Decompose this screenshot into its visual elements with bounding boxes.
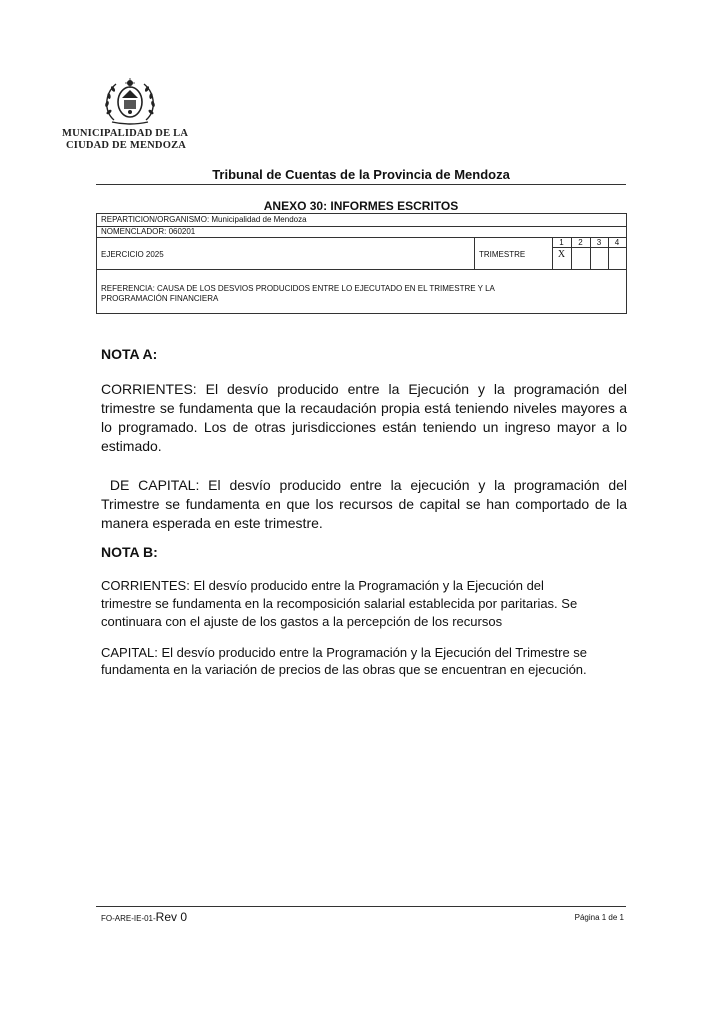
referencia-line-1: REFERENCIA: CAUSA DE LOS DESVIOS PRODUCIDOS ENTRE LO EJECUTADO EN EL TRIMESTRE Y LA xyxy=(101,284,495,293)
form-code: FO-ARE-IE-01- xyxy=(101,914,156,923)
form-divider xyxy=(97,237,626,238)
ejercicio-field: EJERCICIO 2025 xyxy=(101,250,164,259)
referencia-line-2: PROGRAMACIÓN FINANCIERA xyxy=(101,294,219,303)
nota-b-corrientes-line-1: CORRIENTES: El desvío producido entre la Programación y la Ejecución del xyxy=(101,578,544,593)
logo-line-1: MUNICIPALIDAD DE LA xyxy=(62,128,189,139)
trimestre-label: TRIMESTRE xyxy=(479,250,526,259)
tribunal-title: Tribunal de Cuentas de la Provincia de Mendoza xyxy=(212,167,510,182)
page-number: Página 1 de 1 xyxy=(574,913,624,922)
quarter-4-header: 4 xyxy=(614,238,620,247)
nota-b-corrientes-line-3: continuara con el ajuste de los gastos a la percepción de los recursos xyxy=(101,614,503,629)
quarter-1-header: 1 xyxy=(559,238,564,247)
nomenclador-field: NOMENCLADOR: 060201 xyxy=(101,227,196,236)
reparticion-field: REPARTICION/ORGANISMO: Municipalidad de Mendoza xyxy=(101,215,307,224)
nota-a-corrientes: CORRIENTES: El desvío producido entre la Ejecución y la programación del trimestre se fundamenta que la recaudación propia está teniendo niveles mayores a lo programado. Los de otras jurisdicciones están teniendo un ingreso mayor a lo estimado. xyxy=(101,381,627,454)
nota-a-heading: NOTA A: xyxy=(101,346,158,362)
form-divider xyxy=(97,269,626,270)
header-divider xyxy=(96,184,626,185)
revision-label: Rev 0 xyxy=(155,910,188,924)
quarter-3-header: 3 xyxy=(596,238,602,247)
municipal-logo xyxy=(60,78,200,152)
form-divider xyxy=(552,247,626,248)
nota-b-heading: NOTA B: xyxy=(101,544,158,560)
nota-a-capital: DE CAPITAL: El desvío producido entre la ejecución y la programación del Trimestre se fundamenta en que los recursos de capital se han comportado de la manera esperada en este trimestre. xyxy=(101,477,631,531)
nota-b-capital-line-2: fundamenta en la variación de precios de las obras que se encuentran en ejecución. xyxy=(101,662,587,677)
quarter-1-mark: X xyxy=(557,249,566,260)
nota-b-capital-line-1: CAPITAL: El desvío producido entre la Programación y la Ejecución del Trimestre se xyxy=(101,645,588,660)
nota-b-corrientes-line-2: trimestre se fundamenta en la recomposición salarial establecida por paritarias. Se xyxy=(101,596,578,611)
anexo-title: ANEXO 30: INFORMES ESCRITOS xyxy=(263,199,459,213)
quarter-2-header: 2 xyxy=(578,238,583,247)
footer-divider xyxy=(96,906,626,907)
logo-line-2: CIUDAD DE MENDOZA xyxy=(66,140,187,151)
form-divider xyxy=(474,237,475,269)
municipal-seal-icon xyxy=(100,78,160,126)
form-box xyxy=(96,213,627,314)
footer-form-code xyxy=(101,910,187,924)
